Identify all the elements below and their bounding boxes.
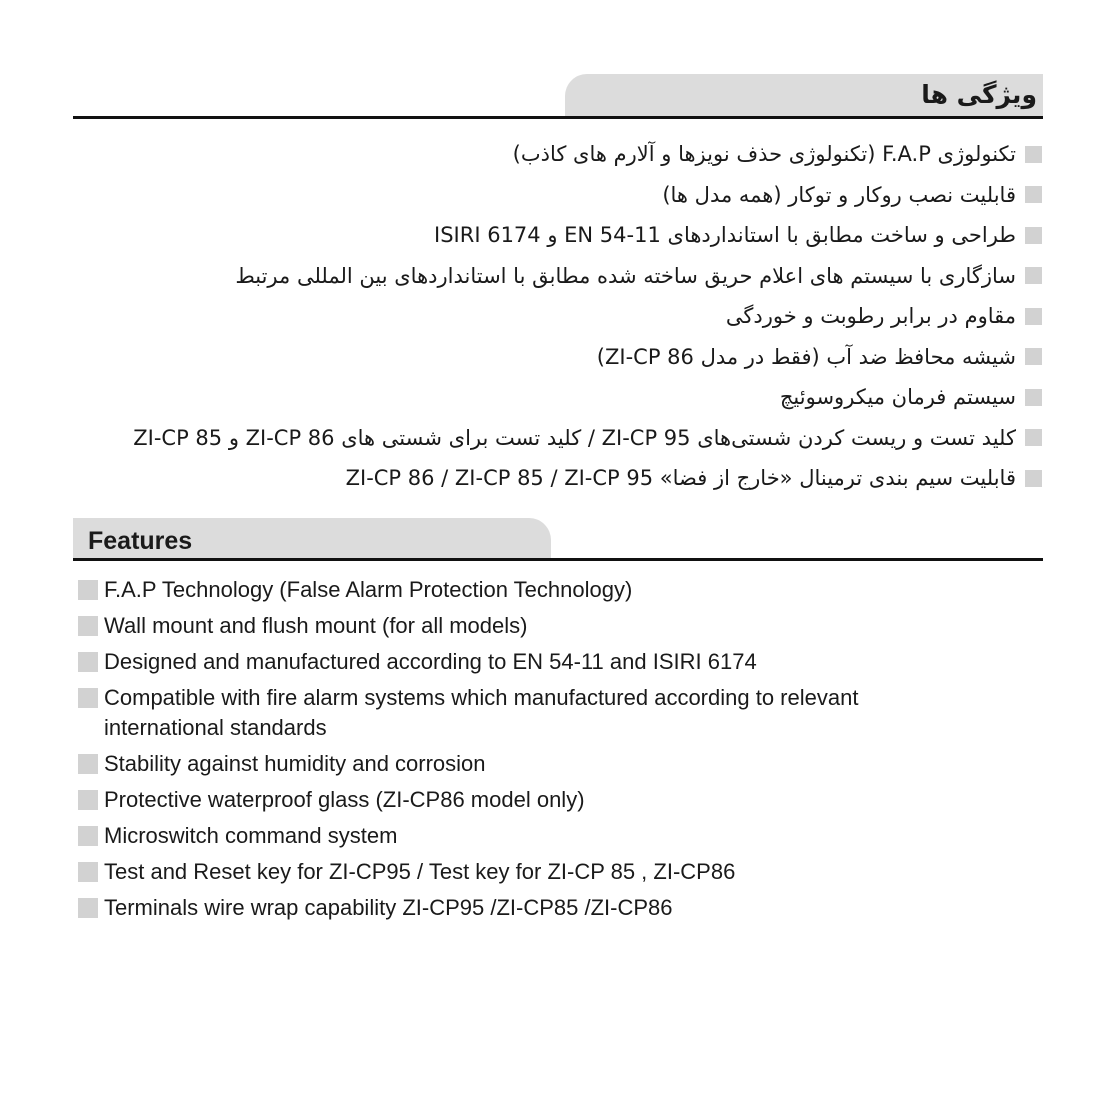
- english-header-rule: [73, 558, 1043, 561]
- square-bullet-icon: [1025, 227, 1042, 244]
- english-feature-item: [78, 785, 1038, 815]
- english-feature-item: [78, 647, 1038, 677]
- english-feature-text: Protective waterproof glass (ZI-CP86 model only): [104, 787, 585, 812]
- english-section-title: Features: [88, 527, 193, 555]
- square-bullet-icon: [1025, 470, 1042, 487]
- square-bullet-icon: [78, 898, 98, 918]
- persian-feature-text: شیشه محافظ ضد آب (فقط در مدل ZI-CP 86): [596, 344, 1016, 369]
- square-bullet-icon: [78, 826, 98, 846]
- english-feature-text: Terminals wire wrap capability ZI-CP95 /ZI-CP85 /ZI-CP86: [104, 895, 673, 920]
- persian-feature-text: قابلیت سیم بندی ترمینال «خارج از فضا» ZI-CP 86 / ZI-CP 85 / ZI-CP 95: [345, 466, 1016, 491]
- persian-section-title: ویژگی ها: [921, 80, 1037, 109]
- persian-feature-item: [82, 256, 1042, 297]
- english-feature-text: Test and Reset key for ZI-CP95 / Test key for ZI-CP 85 , ZI-CP86: [104, 859, 736, 884]
- square-bullet-icon: [78, 616, 98, 636]
- square-bullet-icon: [1025, 348, 1042, 365]
- persian-feature-item: [82, 215, 1042, 256]
- square-bullet-icon: [1025, 429, 1042, 446]
- english-feature-item: [78, 893, 1038, 923]
- english-feature-item: [78, 611, 1038, 641]
- persian-feature-text: طراحی و ساخت مطابق با استانداردهای EN 54-11 و ISIRI 6174: [434, 223, 1016, 248]
- english-feature-text: Compatible with fire alarm systems which manufactured according to relevant international standards: [104, 685, 859, 740]
- english-feature-item: [78, 575, 1038, 605]
- persian-feature-item: [82, 458, 1042, 499]
- english-feature-text: Wall mount and flush mount (for all models): [104, 613, 528, 638]
- persian-feature-item: [82, 175, 1042, 216]
- square-bullet-icon: [1025, 186, 1042, 203]
- persian-feature-item: [82, 377, 1042, 418]
- persian-feature-text: سازگاری با سیستم های اعلام حریق ساخته شده مطابق با استانداردهای بین المللی مرتبط: [235, 263, 1016, 288]
- persian-header-rule: [73, 116, 1043, 119]
- persian-feature-item: [82, 337, 1042, 378]
- square-bullet-icon: [78, 688, 98, 708]
- english-feature-item: [78, 683, 1038, 743]
- square-bullet-icon: [1025, 267, 1042, 284]
- persian-feature-text: قابلیت نصب روکار و توکار (همه مدل ها): [662, 182, 1016, 207]
- persian-feature-item: [82, 418, 1042, 459]
- english-feature-text: Stability against humidity and corrosion: [104, 751, 486, 776]
- persian-feature-list: [82, 134, 1042, 499]
- square-bullet-icon: [1025, 146, 1042, 163]
- persian-feature-text: سیستم فرمان میکروسوئیچ: [779, 385, 1016, 410]
- english-feature-item: [78, 821, 1038, 851]
- square-bullet-icon: [1025, 389, 1042, 406]
- persian-feature-text: مقاوم در برابر رطوبت و خوردگی: [725, 304, 1016, 329]
- square-bullet-icon: [78, 652, 98, 672]
- square-bullet-icon: [78, 754, 98, 774]
- english-feature-item: [78, 857, 1038, 887]
- persian-feature-text: تکنولوژی F.A.P (تکنولوژی حذف نویزها و آلارم های کاذب): [512, 142, 1016, 167]
- square-bullet-icon: [78, 790, 98, 810]
- persian-feature-item: [82, 134, 1042, 175]
- english-feature-text: Designed and manufactured according to EN 54-11 and ISIRI 6174: [104, 649, 757, 674]
- square-bullet-icon: [1025, 308, 1042, 325]
- english-feature-list: [78, 575, 1038, 929]
- english-feature-item: [78, 749, 1038, 779]
- persian-feature-item: [82, 296, 1042, 337]
- english-feature-text: F.A.P Technology (False Alarm Protection Technology): [104, 577, 633, 602]
- square-bullet-icon: [78, 580, 98, 600]
- square-bullet-icon: [78, 862, 98, 882]
- persian-feature-text: کلید تست و ریست کردن شستی‌های ZI-CP 95 / کلید تست برای شستی های ZI-CP 86 و ZI-CP 85: [133, 425, 1016, 450]
- english-feature-text: Microswitch command system: [104, 823, 398, 848]
